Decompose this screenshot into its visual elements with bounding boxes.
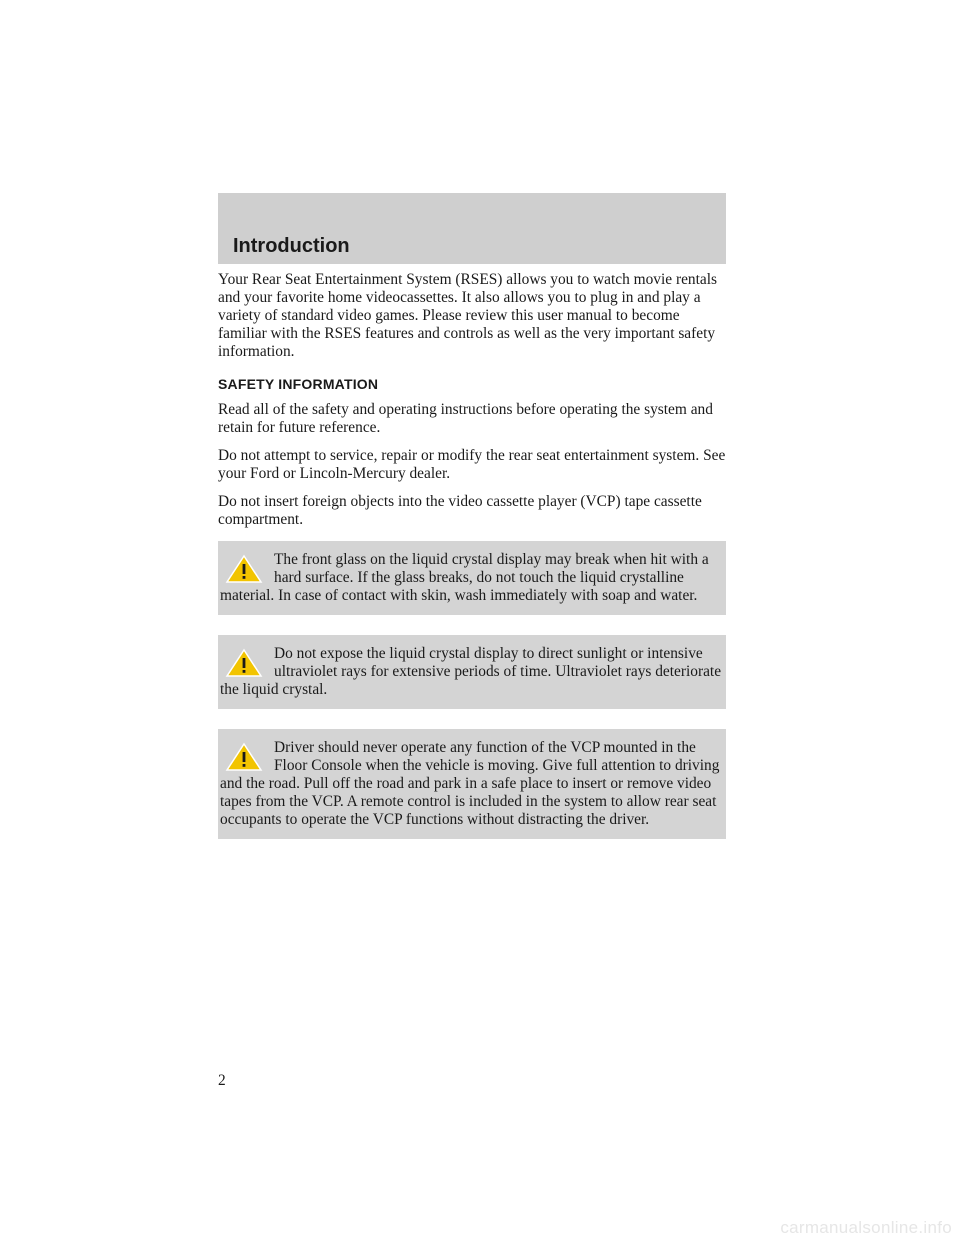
warning-triangle-icon <box>224 553 264 585</box>
section-header-band <box>218 193 726 264</box>
page-number: 2 <box>218 1072 226 1089</box>
intro-paragraph: Your Rear Seat Entertainment System (RSES) allows you to watch movie rentals and your favorite home videocassettes. It also allows you to plug in and play a variety of standard video games. Please review this user manual to become familiar with the RSES features and controls as well as the very important safety information. <box>218 271 717 360</box>
warning-box-3 <box>218 729 726 839</box>
safety-heading: SAFETY INFORMATION <box>218 376 379 392</box>
safety-paragraph-1: Read all of the safety and operating instructions before operating the system and retain for future reference. <box>218 401 713 436</box>
warning-box-2 <box>218 635 726 709</box>
watermark: carmanualsonline.info <box>780 1218 952 1237</box>
safety-paragraph-2: Do not attempt to service, repair or modify the rear seat entertainment system. See your Ford or Lincoln-Mercury dealer. <box>218 447 726 482</box>
manual-page <box>218 193 726 859</box>
warning-text-3: Driver should never operate any function of the VCP mounted in the Floor Console when the vehicle is moving. Give full attention to driving and the road. Pull off the road and park in a safe place to insert or remove video tapes from the VCP. A remote control is included in the system to allow rear seat occupants to operate the VCP functions without distracting the driver. <box>220 739 720 828</box>
warning-text-2: Do not expose the liquid crystal display to direct sunlight or intensive ultraviolet rays for extensive periods of time. Ultraviolet rays deteriorate the liquid crystal. <box>220 645 722 698</box>
warning-triangle-icon <box>224 647 264 679</box>
safety-paragraph-3: Do not insert foreign objects into the video cassette player (VCP) tape cassette compartment. <box>218 493 702 528</box>
page-content <box>218 271 726 839</box>
warning-text-1: The front glass on the liquid crystal display may break when hit with a hard surface. If the glass breaks, do not touch the liquid crystalline material. In case of contact with skin, wash immediately with soap and water. <box>220 551 709 604</box>
warning-triangle-icon <box>224 741 264 773</box>
section-title: Introduction <box>233 235 350 257</box>
warning-box-1 <box>218 541 726 615</box>
